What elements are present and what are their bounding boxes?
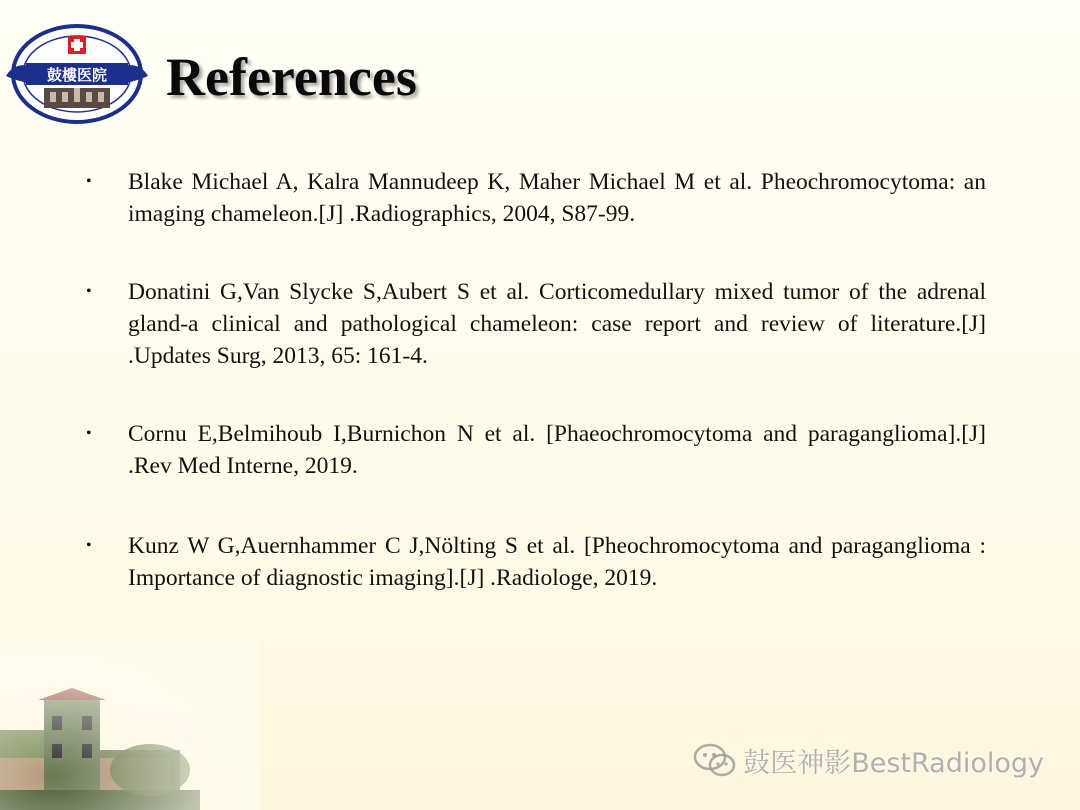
bullet: • [86,537,92,554]
hospital-seal-logo [4,22,150,126]
reference-text: Cornu E,Belmihoub I,Burnichon N et al. [Phaeochromocytoma and paraganglioma].[J] .Rev Med Interne, 2019. [128,421,986,479]
reference-item [86,166,986,230]
reference-text: Kunz W G,Auernhammer C J,Nölting S et al. [Pheochromocytoma and paraganglioma : Importance of diagnostic imaging].[J] .Radiologe, 2019. [128,533,986,591]
hospital-building-image [0,640,260,810]
watermark [691,740,1044,780]
reference-item [86,418,986,482]
logo-text: 鼓樓医院 [46,66,108,84]
reference-item [86,276,986,372]
bullet: • [86,173,92,190]
reference-text: Blake Michael A, Kalra Mannudeep K, Maher Michael M et al. Pheochromocytoma: an imaging chameleon.[J] .Radiographics, 2004, S87-99. [128,169,986,227]
wechat-icon [691,740,739,780]
watermark-text: 鼓医神影BestRadiology [743,747,1044,779]
reference-item [86,530,986,594]
reference-list [86,166,986,640]
slide-title: References [166,47,417,107]
bullet: • [86,425,92,442]
reference-text: Donatini G,Van Slycke S,Aubert S et al. Corticomedullary mixed tumor of the adrenal gland-a clinical and pathological chameleon: case report and review of literature.[J] .Updates Surg, 2013, 65: 161-4. [128,279,986,369]
bullet: • [86,283,92,300]
